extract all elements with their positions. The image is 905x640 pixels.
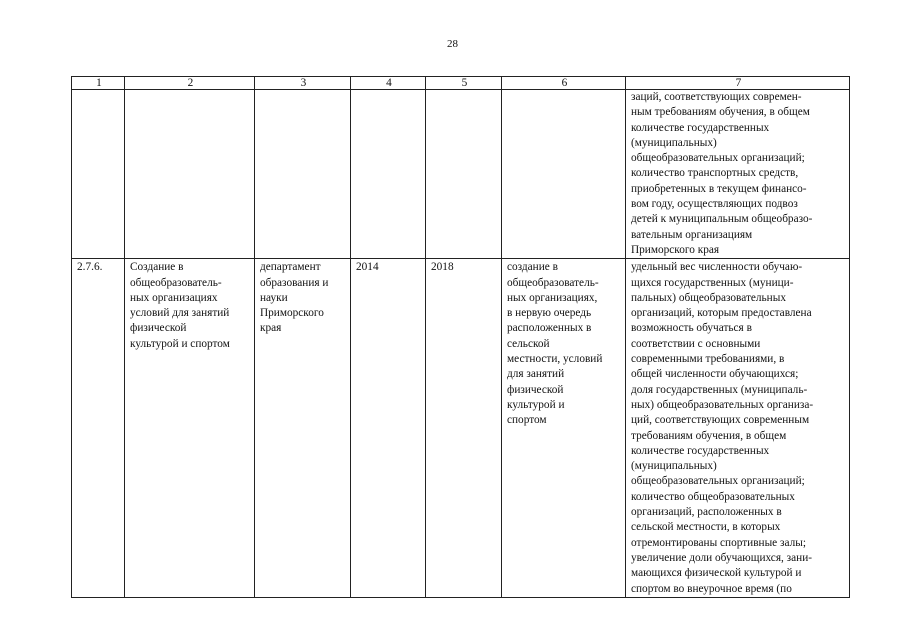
cont-cell-4 bbox=[351, 90, 426, 259]
header-col-4: 4 bbox=[351, 77, 426, 90]
text-line: возможность обучаться в bbox=[631, 322, 752, 335]
text-line: удельный вес численности обучаю- bbox=[631, 261, 803, 274]
text-line: количестве государственных bbox=[631, 121, 770, 134]
text-line: количество транспортных средств, bbox=[631, 167, 799, 180]
header-col-6: 6 bbox=[502, 77, 626, 90]
text-line: местности, условий bbox=[507, 353, 603, 366]
cont-cell-6 bbox=[502, 90, 626, 259]
text-line: организаций, расположенных в bbox=[631, 506, 782, 519]
text-line: соответствии с основными bbox=[631, 337, 761, 350]
text-line: (муниципальных) bbox=[631, 460, 717, 473]
text-line: отремонтированы спортивные залы; bbox=[631, 536, 806, 549]
text-line: ных организациях bbox=[130, 291, 218, 304]
text-line: спортом bbox=[507, 414, 547, 427]
text-line: науки bbox=[260, 291, 288, 304]
text-line: спортом во внеурочное время (по bbox=[631, 582, 792, 595]
measures-table bbox=[71, 76, 850, 598]
page-number: 28 bbox=[447, 38, 458, 50]
text-line: доля государственных (муниципаль- bbox=[631, 383, 808, 396]
text-line: сельской местности, в которых bbox=[631, 521, 781, 534]
cont-indicators-cell bbox=[626, 90, 850, 259]
header-row bbox=[72, 77, 850, 90]
text-line: общеобразовательных организаций; bbox=[631, 475, 805, 488]
text-line: условий для занятий bbox=[130, 307, 230, 320]
text-line: сельской bbox=[507, 337, 550, 350]
text-line: создание в bbox=[507, 261, 558, 274]
text-line: ных) общеобразовательных организа- bbox=[631, 398, 814, 411]
cont-cell-3 bbox=[255, 90, 351, 259]
text-line: в нервую очередь bbox=[507, 307, 592, 320]
row-number: 2.7.6. bbox=[72, 259, 125, 598]
text-line: Создание в bbox=[130, 261, 184, 274]
text-line: для занятий bbox=[507, 368, 565, 381]
cont-cell-5 bbox=[426, 90, 502, 259]
indicators-cell bbox=[626, 259, 850, 598]
text-line: Приморского bbox=[260, 307, 324, 320]
text-line: культурой и спортом bbox=[130, 337, 230, 350]
text-line: щихся государственных (муници- bbox=[631, 276, 794, 289]
executor-cell bbox=[255, 259, 351, 598]
text-line: приобретенных в текущем финансо- bbox=[631, 182, 807, 195]
cont-cell-1 bbox=[72, 90, 125, 259]
text-line: ных организациях, bbox=[507, 291, 598, 304]
text-line: пальных) общеобразовательных bbox=[631, 291, 786, 304]
header-col-1: 1 bbox=[72, 77, 125, 90]
text-line: требованиям обучения, в общем bbox=[631, 429, 787, 442]
text-line: культурой и bbox=[507, 398, 565, 411]
continuation-row bbox=[72, 90, 850, 259]
header-col-5: 5 bbox=[426, 77, 502, 90]
text-line: вательным организациям bbox=[631, 228, 753, 241]
text-line: общеобразовательных организаций; bbox=[631, 152, 805, 165]
text-line: физической bbox=[130, 322, 187, 335]
text-line: (муниципальных) bbox=[631, 136, 717, 149]
text-line: края bbox=[260, 322, 282, 335]
text-line: организаций, которым предоставлена bbox=[631, 307, 812, 320]
start-year-cell: 2014 bbox=[351, 259, 426, 598]
text-line: общеобразователь- bbox=[507, 276, 599, 289]
header-col-3: 3 bbox=[255, 77, 351, 90]
header-col-2: 2 bbox=[125, 77, 255, 90]
result-cell bbox=[502, 259, 626, 598]
text-line: количество общеобразовательных bbox=[631, 490, 795, 503]
text-line: департамент bbox=[260, 261, 321, 274]
text-line: общеобразователь- bbox=[130, 276, 222, 289]
cont-cell-2 bbox=[125, 90, 255, 259]
text-line: увеличение доли обучающихся, зани- bbox=[631, 551, 812, 564]
text-line: ций, соответствующих современным bbox=[631, 414, 810, 427]
text-line: детей к муниципальным общеобразо- bbox=[631, 213, 813, 226]
text-line: современными требованиями, в bbox=[631, 353, 785, 366]
text-line: количестве государственных bbox=[631, 444, 770, 457]
text-line: физической bbox=[507, 383, 564, 396]
header-col-7: 7 bbox=[626, 77, 850, 90]
text-line: ным требованиям обучения, в общем bbox=[631, 106, 810, 119]
text-line: мающихся физической культурой и bbox=[631, 567, 802, 580]
measure-name-cell bbox=[125, 259, 255, 598]
text-line: Приморского края bbox=[631, 243, 720, 256]
text-line: общей численности обучающихся; bbox=[631, 368, 799, 381]
end-year-cell: 2018 bbox=[426, 259, 502, 598]
text-line: расположенных в bbox=[507, 322, 592, 335]
table-row bbox=[72, 259, 850, 598]
text-line: образования и bbox=[260, 276, 329, 289]
text-line: заций, соответствующих современ- bbox=[631, 91, 802, 103]
text-line: вом году, осуществляющих подвоз bbox=[631, 198, 798, 211]
